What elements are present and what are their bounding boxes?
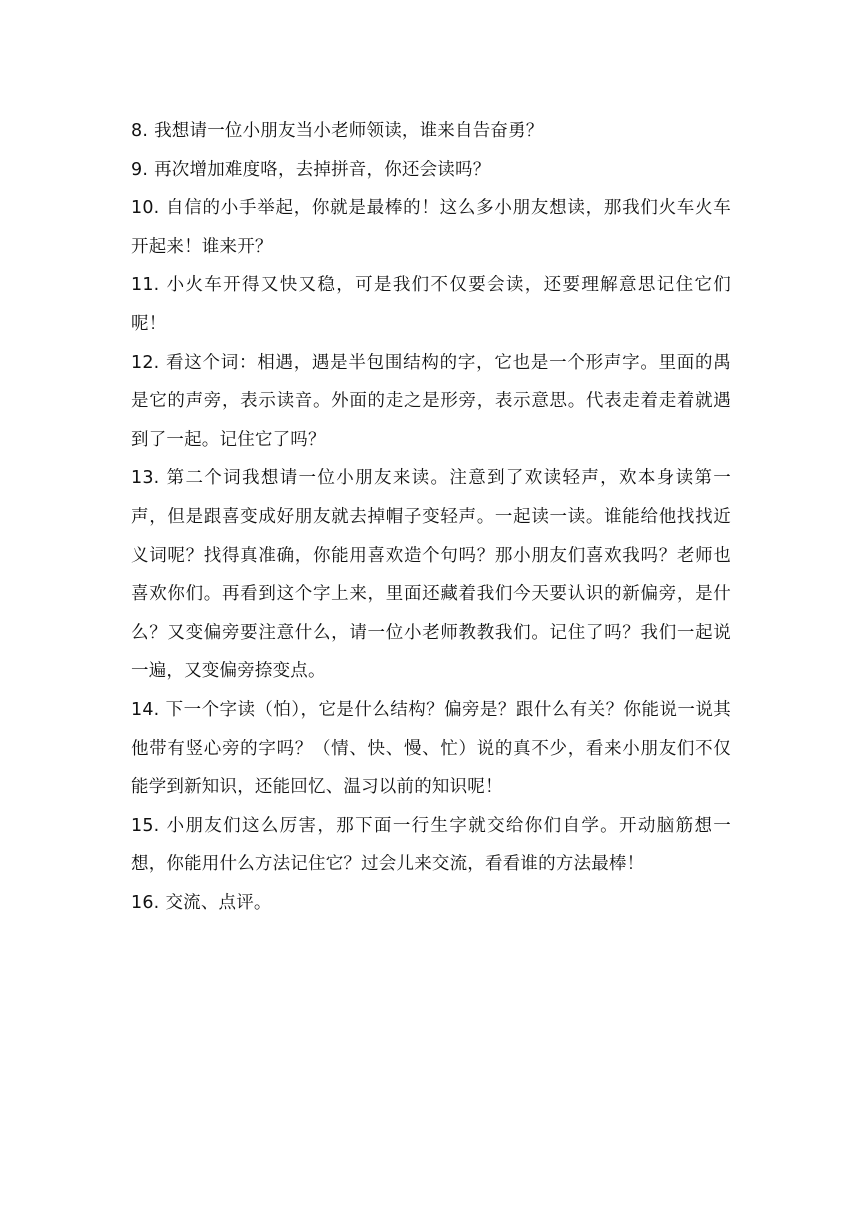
paragraph-text: 再次增加难度咯，去掉拼音，你还会读吗？ [154,159,491,180]
paragraph-16 [131,884,731,923]
paragraph-text: 看这个词：相遇，遇是半包围结构的字，它也是一个形声字。里面的禺是它的声旁，表示读音。外面的走之是形旁，表示意思。代表走着走着就遇到了一起。记住它了吗？ [131,352,731,450]
paragraph-number: 10. [131,198,160,219]
paragraph-text: 下一个字读（怕），它是什么结构？偏旁是？跟什么有关？你能说一说其他带有竖心旁的字吗？（情、快、慢、忙）说的真不少，看来小朋友们不仅能学到新知识，还能回忆、温习以前的知识呢！ [131,699,731,798]
paragraph-9 [131,151,731,190]
paragraph-text: 第二个词我想请一位小朋友来读。注意到了欢读轻声，欢本身读第一声，但是跟喜变成好朋友就去掉帽子变轻声。一起读一读。谁能给他找找近义词呢？找得真准确，你能用喜欢造个句吗？那小朋友们喜欢我吗？老师也喜欢你们。再看到这个字上来，里面还藏着我们今天要认识的新偏旁，是什么？又变偏旁要注意什么，请一位小老师教教我们。记住了吗？我们一起说一遍，又变偏旁捺变点。 [131,468,731,682]
paragraph-14 [131,691,731,807]
paragraph-15 [131,807,731,884]
paragraph-number: 15. [131,815,160,836]
paragraph-number: 13. [131,468,160,489]
paragraph-number: 9. [131,159,149,180]
paragraph-text: 交流、点评。 [165,892,272,913]
paragraph-text: 我想请一位小朋友当小老师领读，谁来自告奋勇？ [154,121,544,141]
paragraph-number: 12. [131,352,160,373]
paragraph-number: 14. [131,699,160,720]
paragraph-10 [131,189,731,266]
paragraph-number: 16. [131,892,160,913]
paragraph-11 [131,266,731,343]
paragraph-13 [131,459,731,691]
paragraph-text: 自信的小手举起，你就是最棒的！这么多小朋友想读，那我们火车火车开起来！谁来开？ [131,198,731,257]
document-body [131,112,731,922]
paragraph-text: 小朋友们这么厉害，那下面一行生字就交给你们自学。开动脑筋想一想，你能用什么方法记住它？过会儿来交流，看看谁的方法最棒！ [131,815,731,875]
paragraph-12 [131,344,731,460]
paragraph-number: 8. [131,121,149,141]
paragraph-text: 小火车开得又快又稳，可是我们不仅要会读，还要理解意思记住它们呢！ [131,275,731,334]
paragraph-8 [131,112,731,151]
paragraph-number: 11. [131,275,160,296]
